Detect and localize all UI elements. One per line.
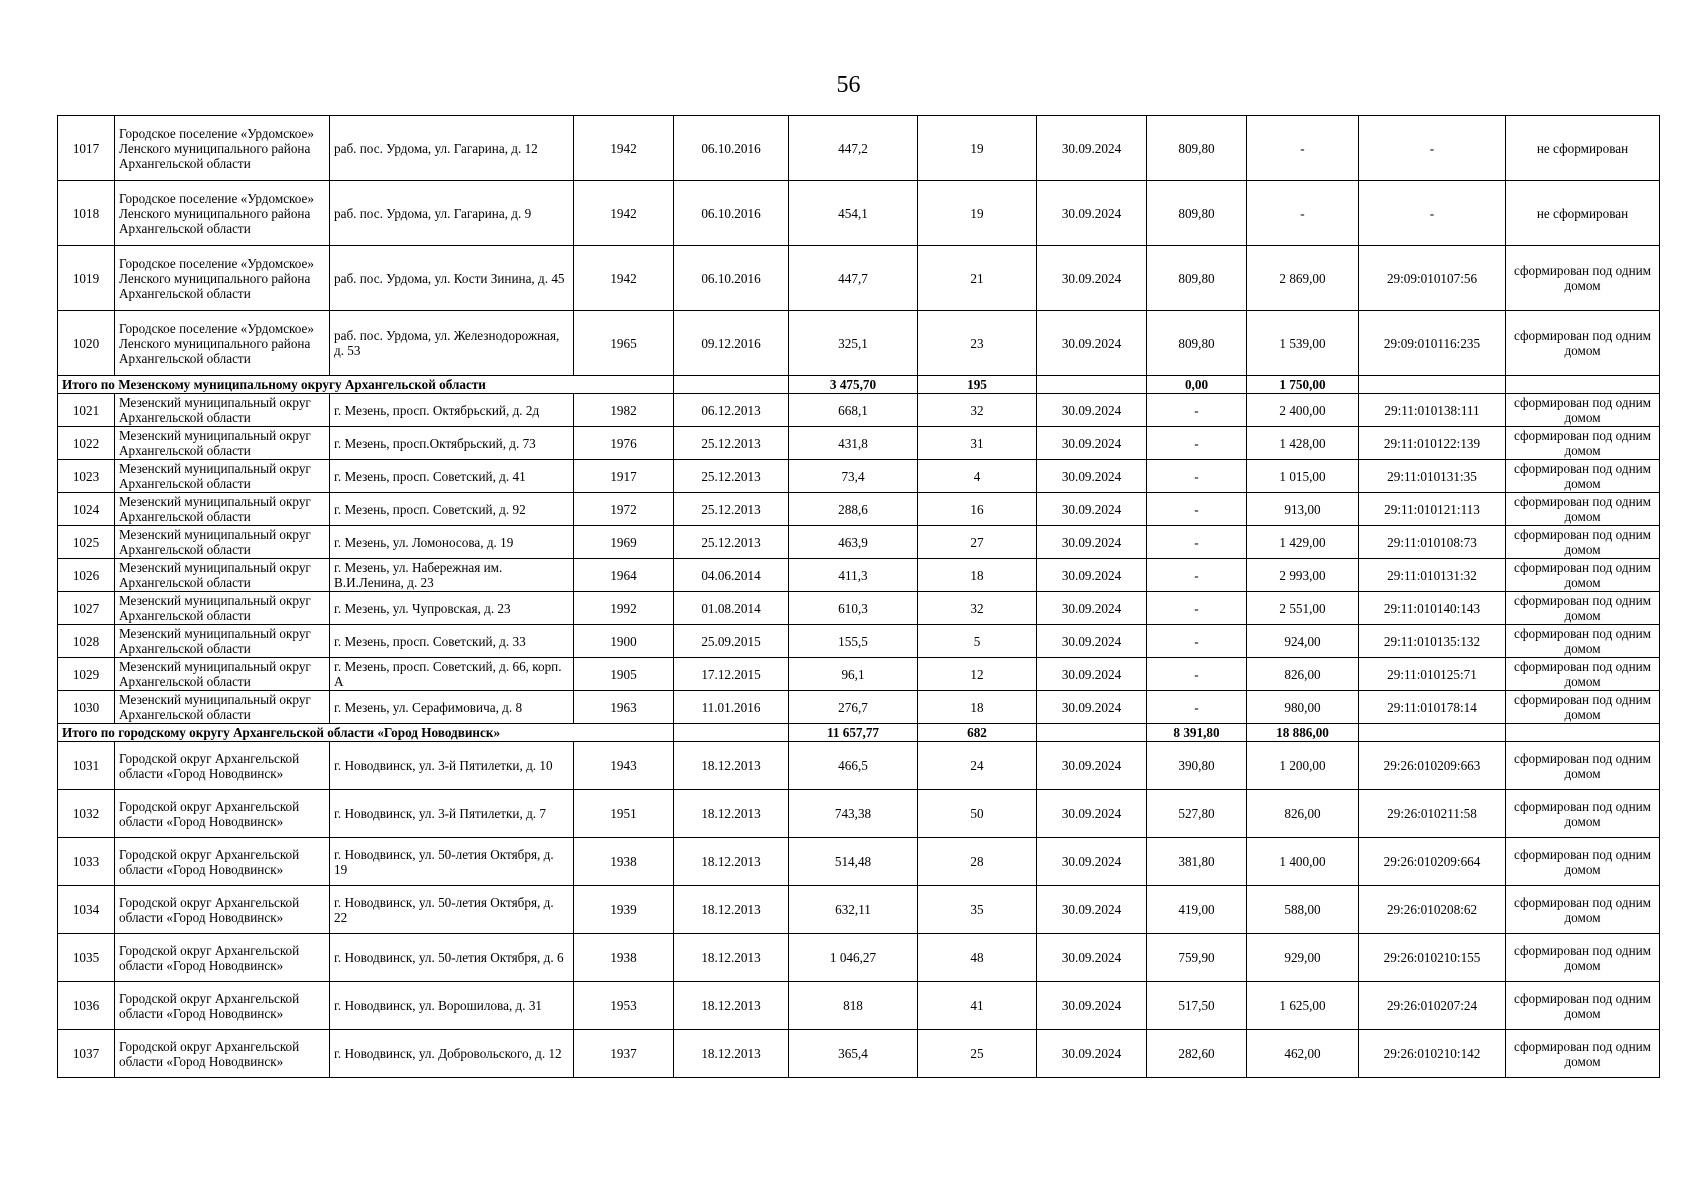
cadastral-number-cell: 29:26:010207:24 xyxy=(1359,982,1506,1030)
subtotal-empty xyxy=(1359,376,1506,394)
address-cell: г. Новодвинск, ул. 3-й Пятилетки, д. 7 xyxy=(330,790,574,838)
area-cell: 1 046,27 xyxy=(789,934,918,982)
land-status-cell: сформирован под одним домом xyxy=(1506,460,1660,493)
subtotal-empty xyxy=(1037,724,1147,742)
value-1-cell: 809,80 xyxy=(1147,246,1247,311)
deadline-cell: 30.09.2024 xyxy=(1037,526,1147,559)
municipality-cell: Городской округ Архангельской области «Город Новодвинск» xyxy=(115,838,330,886)
address-cell: раб. пос. Урдома, ул. Железнодорожная, д. 53 xyxy=(330,311,574,376)
value-1-cell: - xyxy=(1147,592,1247,625)
table-row xyxy=(58,526,1660,559)
cadastral-number-cell: 29:11:010125:71 xyxy=(1359,658,1506,691)
table-row xyxy=(58,982,1660,1030)
emergency-date-cell: 25.12.2013 xyxy=(674,460,789,493)
row-number-cell: 1028 xyxy=(58,625,115,658)
land-area-cell: 1 200,00 xyxy=(1247,742,1359,790)
subtotal-empty xyxy=(674,724,789,742)
cadastral-number-cell: 29:11:010178:14 xyxy=(1359,691,1506,724)
row-number-cell: 1029 xyxy=(58,658,115,691)
municipality-cell: Мезенский муниципальный округ Архангельской области xyxy=(115,526,330,559)
registry-body xyxy=(58,116,1660,1078)
table-row xyxy=(58,493,1660,526)
address-cell: г. Мезень, ул. Ломоносова, д. 19 xyxy=(330,526,574,559)
build-year-cell: 1942 xyxy=(574,116,674,181)
build-year-cell: 1951 xyxy=(574,790,674,838)
land-status-cell: сформирован под одним домом xyxy=(1506,559,1660,592)
build-year-cell: 1976 xyxy=(574,427,674,460)
value-1-cell: - xyxy=(1147,658,1247,691)
address-cell: г. Мезень, ул. Набережная им. В.И.Ленина, д. 23 xyxy=(330,559,574,592)
residents-cell: 21 xyxy=(918,246,1037,311)
area-cell: 818 xyxy=(789,982,918,1030)
value-1-cell: 759,90 xyxy=(1147,934,1247,982)
emergency-date-cell: 18.12.2013 xyxy=(674,838,789,886)
row-number-cell: 1036 xyxy=(58,982,115,1030)
build-year-cell: 1942 xyxy=(574,181,674,246)
value-1-cell: - xyxy=(1147,691,1247,724)
deadline-cell: 30.09.2024 xyxy=(1037,742,1147,790)
row-number-cell: 1027 xyxy=(58,592,115,625)
land-status-cell: сформирован под одним домом xyxy=(1506,493,1660,526)
build-year-cell: 1938 xyxy=(574,934,674,982)
municipality-cell: Мезенский муниципальный округ Архангельской области xyxy=(115,559,330,592)
address-cell: г. Мезень, просп.Октябрьский, д. 73 xyxy=(330,427,574,460)
subtotal-land-area: 18 886,00 xyxy=(1247,724,1359,742)
cadastral-number-cell: 29:11:010108:73 xyxy=(1359,526,1506,559)
page-number: 56 xyxy=(836,72,861,98)
area-cell: 325,1 xyxy=(789,311,918,376)
cadastral-number-cell: 29:11:010121:113 xyxy=(1359,493,1506,526)
table-row xyxy=(58,691,1660,724)
municipality-cell: Мезенский муниципальный округ Архангельской области xyxy=(115,427,330,460)
address-cell: г. Мезень, ул. Серафимовича, д. 8 xyxy=(330,691,574,724)
area-cell: 73,4 xyxy=(789,460,918,493)
subtotal-residents: 682 xyxy=(918,724,1037,742)
deadline-cell: 30.09.2024 xyxy=(1037,838,1147,886)
residents-cell: 23 xyxy=(918,311,1037,376)
deadline-cell: 30.09.2024 xyxy=(1037,181,1147,246)
emergency-date-cell: 18.12.2013 xyxy=(674,790,789,838)
land-area-cell: 913,00 xyxy=(1247,493,1359,526)
land-area-cell: - xyxy=(1247,116,1359,181)
value-1-cell: 809,80 xyxy=(1147,181,1247,246)
address-cell: г. Новодвинск, ул. 50-летия Октября, д. 6 xyxy=(330,934,574,982)
deadline-cell: 30.09.2024 xyxy=(1037,934,1147,982)
cadastral-number-cell: 29:11:010131:35 xyxy=(1359,460,1506,493)
land-status-cell: сформирован под одним домом xyxy=(1506,886,1660,934)
table-row xyxy=(58,394,1660,427)
build-year-cell: 1942 xyxy=(574,246,674,311)
land-area-cell: 2 400,00 xyxy=(1247,394,1359,427)
build-year-cell: 1972 xyxy=(574,493,674,526)
build-year-cell: 1953 xyxy=(574,982,674,1030)
row-number-cell: 1035 xyxy=(58,934,115,982)
cadastral-number-cell: 29:26:010209:664 xyxy=(1359,838,1506,886)
land-status-cell: сформирован под одним домом xyxy=(1506,934,1660,982)
emergency-date-cell: 18.12.2013 xyxy=(674,886,789,934)
table-row xyxy=(58,311,1660,376)
deadline-cell: 30.09.2024 xyxy=(1037,311,1147,376)
residents-cell: 35 xyxy=(918,886,1037,934)
address-cell: г. Мезень, просп. Советский, д. 66, корп. А xyxy=(330,658,574,691)
cadastral-number-cell: 29:11:010131:32 xyxy=(1359,559,1506,592)
emergency-date-cell: 25.12.2013 xyxy=(674,526,789,559)
row-number-cell: 1037 xyxy=(58,1030,115,1078)
emergency-date-cell: 25.12.2013 xyxy=(674,493,789,526)
deadline-cell: 30.09.2024 xyxy=(1037,691,1147,724)
emergency-date-cell: 06.10.2016 xyxy=(674,246,789,311)
emergency-date-cell: 04.06.2014 xyxy=(674,559,789,592)
deadline-cell: 30.09.2024 xyxy=(1037,559,1147,592)
area-cell: 743,38 xyxy=(789,790,918,838)
land-status-cell: сформирован под одним домом xyxy=(1506,592,1660,625)
subtotal-empty xyxy=(674,376,789,394)
build-year-cell: 1964 xyxy=(574,559,674,592)
subtotal-residents: 195 xyxy=(918,376,1037,394)
municipality-cell: Городской округ Архангельской области «Город Новодвинск» xyxy=(115,790,330,838)
row-number-cell: 1032 xyxy=(58,790,115,838)
address-cell: г. Мезень, ул. Чупровская, д. 23 xyxy=(330,592,574,625)
land-status-cell: сформирован под одним домом xyxy=(1506,311,1660,376)
subtotal-label: Итого по городскому округу Архангельской области «Город Новодвинск» xyxy=(58,724,674,742)
deadline-cell: 30.09.2024 xyxy=(1037,790,1147,838)
address-cell: г. Новодвинск, ул. 50-летия Октября, д. 22 xyxy=(330,886,574,934)
emergency-date-cell: 09.12.2016 xyxy=(674,311,789,376)
municipality-cell: Мезенский муниципальный округ Архангельской области xyxy=(115,592,330,625)
area-cell: 431,8 xyxy=(789,427,918,460)
row-number-cell: 1034 xyxy=(58,886,115,934)
deadline-cell: 30.09.2024 xyxy=(1037,658,1147,691)
subtotal-land-area: 1 750,00 xyxy=(1247,376,1359,394)
cadastral-number-cell: 29:26:010208:62 xyxy=(1359,886,1506,934)
deadline-cell: 30.09.2024 xyxy=(1037,246,1147,311)
row-number-cell: 1030 xyxy=(58,691,115,724)
residents-cell: 18 xyxy=(918,559,1037,592)
table-row xyxy=(58,1030,1660,1078)
emergency-date-cell: 06.10.2016 xyxy=(674,116,789,181)
emergency-date-cell: 06.10.2016 xyxy=(674,181,789,246)
value-1-cell: - xyxy=(1147,427,1247,460)
cadastral-number-cell: 29:09:010107:56 xyxy=(1359,246,1506,311)
address-cell: раб. пос. Урдома, ул. Гагарина, д. 9 xyxy=(330,181,574,246)
address-cell: раб. пос. Урдома, ул. Кости Зинина, д. 45 xyxy=(330,246,574,311)
emergency-date-cell: 18.12.2013 xyxy=(674,934,789,982)
address-cell: г. Новодвинск, ул. Ворошилова, д. 31 xyxy=(330,982,574,1030)
area-cell: 411,3 xyxy=(789,559,918,592)
table-row xyxy=(58,838,1660,886)
value-1-cell: - xyxy=(1147,460,1247,493)
land-area-cell: 924,00 xyxy=(1247,625,1359,658)
housing-registry-table xyxy=(57,115,1660,1078)
area-cell: 447,7 xyxy=(789,246,918,311)
row-number-cell: 1019 xyxy=(58,246,115,311)
area-cell: 365,4 xyxy=(789,1030,918,1078)
land-area-cell: 2 869,00 xyxy=(1247,246,1359,311)
table-row xyxy=(58,934,1660,982)
land-area-cell: 1 625,00 xyxy=(1247,982,1359,1030)
land-status-cell: не сформирован xyxy=(1506,116,1660,181)
row-number-cell: 1021 xyxy=(58,394,115,427)
subtotal-value-1: 0,00 xyxy=(1147,376,1247,394)
area-cell: 632,11 xyxy=(789,886,918,934)
area-cell: 96,1 xyxy=(789,658,918,691)
subtotal-empty xyxy=(1359,724,1506,742)
municipality-cell: Городской округ Архангельской области «Город Новодвинск» xyxy=(115,886,330,934)
residents-cell: 50 xyxy=(918,790,1037,838)
area-cell: 155,5 xyxy=(789,625,918,658)
build-year-cell: 1965 xyxy=(574,311,674,376)
subtotal-label: Итого по Мезенскому муниципальному округу Архангельской области xyxy=(58,376,674,394)
municipality-cell: Мезенский муниципальный округ Архангельской области xyxy=(115,658,330,691)
table-row xyxy=(58,427,1660,460)
emergency-date-cell: 25.09.2015 xyxy=(674,625,789,658)
land-status-cell: сформирован под одним домом xyxy=(1506,246,1660,311)
table-row xyxy=(58,559,1660,592)
land-status-cell: сформирован под одним домом xyxy=(1506,790,1660,838)
row-number-cell: 1026 xyxy=(58,559,115,592)
land-area-cell: - xyxy=(1247,181,1359,246)
address-cell: г. Новодвинск, ул. Добровольского, д. 12 xyxy=(330,1030,574,1078)
subtotal-area: 3 475,70 xyxy=(789,376,918,394)
land-status-cell: сформирован под одним домом xyxy=(1506,526,1660,559)
land-status-cell: сформирован под одним домом xyxy=(1506,658,1660,691)
land-area-cell: 2 551,00 xyxy=(1247,592,1359,625)
residents-cell: 32 xyxy=(918,592,1037,625)
municipality-cell: Мезенский муниципальный округ Архангельской области xyxy=(115,460,330,493)
land-area-cell: 1 539,00 xyxy=(1247,311,1359,376)
municipality-cell: Городской округ Архангельской области «Город Новодвинск» xyxy=(115,1030,330,1078)
cadastral-number-cell: - xyxy=(1359,181,1506,246)
value-1-cell: - xyxy=(1147,493,1247,526)
cadastral-number-cell: 29:26:010211:58 xyxy=(1359,790,1506,838)
row-number-cell: 1023 xyxy=(58,460,115,493)
address-cell: г. Новодвинск, ул. 50-летия Октября, д. 19 xyxy=(330,838,574,886)
value-1-cell: - xyxy=(1147,526,1247,559)
area-cell: 463,9 xyxy=(789,526,918,559)
municipality-cell: Городской округ Архангельской области «Город Новодвинск» xyxy=(115,982,330,1030)
residents-cell: 18 xyxy=(918,691,1037,724)
area-cell: 288,6 xyxy=(789,493,918,526)
area-cell: 276,7 xyxy=(789,691,918,724)
residents-cell: 28 xyxy=(918,838,1037,886)
emergency-date-cell: 01.08.2014 xyxy=(674,592,789,625)
row-number-cell: 1031 xyxy=(58,742,115,790)
cadastral-number-cell: - xyxy=(1359,116,1506,181)
residents-cell: 5 xyxy=(918,625,1037,658)
deadline-cell: 30.09.2024 xyxy=(1037,1030,1147,1078)
municipality-cell: Мезенский муниципальный округ Архангельской области xyxy=(115,493,330,526)
address-cell: раб. пос. Урдома, ул. Гагарина, д. 12 xyxy=(330,116,574,181)
cadastral-number-cell: 29:11:010122:139 xyxy=(1359,427,1506,460)
subtotal-empty xyxy=(1037,376,1147,394)
residents-cell: 4 xyxy=(918,460,1037,493)
address-cell: г. Мезень, просп. Советский, д. 41 xyxy=(330,460,574,493)
residents-cell: 41 xyxy=(918,982,1037,1030)
subtotal-empty xyxy=(1506,376,1660,394)
land-area-cell: 1 428,00 xyxy=(1247,427,1359,460)
build-year-cell: 1982 xyxy=(574,394,674,427)
emergency-date-cell: 18.12.2013 xyxy=(674,742,789,790)
row-number-cell: 1020 xyxy=(58,311,115,376)
table-row xyxy=(58,592,1660,625)
build-year-cell: 1939 xyxy=(574,886,674,934)
deadline-cell: 30.09.2024 xyxy=(1037,460,1147,493)
deadline-cell: 30.09.2024 xyxy=(1037,886,1147,934)
table-row xyxy=(58,116,1660,181)
table-row xyxy=(58,658,1660,691)
row-number-cell: 1018 xyxy=(58,181,115,246)
residents-cell: 25 xyxy=(918,1030,1037,1078)
build-year-cell: 1905 xyxy=(574,658,674,691)
municipality-cell: Городское поселение «Урдомское» Ленского муниципального района Архангельской области xyxy=(115,311,330,376)
cadastral-number-cell: 29:11:010140:143 xyxy=(1359,592,1506,625)
emergency-date-cell: 18.12.2013 xyxy=(674,1030,789,1078)
residents-cell: 31 xyxy=(918,427,1037,460)
deadline-cell: 30.09.2024 xyxy=(1037,116,1147,181)
build-year-cell: 1969 xyxy=(574,526,674,559)
area-cell: 668,1 xyxy=(789,394,918,427)
address-cell: г. Мезень, просп. Октябрьский, д. 2д xyxy=(330,394,574,427)
build-year-cell: 1943 xyxy=(574,742,674,790)
subtotal-row xyxy=(58,376,1660,394)
deadline-cell: 30.09.2024 xyxy=(1037,982,1147,1030)
land-status-cell: сформирован под одним домом xyxy=(1506,742,1660,790)
subtotal-area: 11 657,77 xyxy=(789,724,918,742)
municipality-cell: Городское поселение «Урдомское» Ленского муниципального района Архангельской области xyxy=(115,116,330,181)
emergency-date-cell: 11.01.2016 xyxy=(674,691,789,724)
build-year-cell: 1963 xyxy=(574,691,674,724)
address-cell: г. Мезень, просп. Советский, д. 33 xyxy=(330,625,574,658)
address-cell: г. Мезень, просп. Советский, д. 92 xyxy=(330,493,574,526)
municipality-cell: Мезенский муниципальный округ Архангельской области xyxy=(115,625,330,658)
residents-cell: 48 xyxy=(918,934,1037,982)
build-year-cell: 1937 xyxy=(574,1030,674,1078)
land-area-cell: 826,00 xyxy=(1247,790,1359,838)
value-1-cell: 282,60 xyxy=(1147,1030,1247,1078)
deadline-cell: 30.09.2024 xyxy=(1037,427,1147,460)
land-area-cell: 1 429,00 xyxy=(1247,526,1359,559)
table-row xyxy=(58,181,1660,246)
table-row xyxy=(58,886,1660,934)
build-year-cell: 1992 xyxy=(574,592,674,625)
emergency-date-cell: 25.12.2013 xyxy=(674,427,789,460)
area-cell: 454,1 xyxy=(789,181,918,246)
municipality-cell: Городское поселение «Урдомское» Ленского муниципального района Архангельской области xyxy=(115,181,330,246)
deadline-cell: 30.09.2024 xyxy=(1037,592,1147,625)
residents-cell: 19 xyxy=(918,116,1037,181)
table-row xyxy=(58,460,1660,493)
municipality-cell: Городское поселение «Урдомское» Ленского муниципального района Архангельской области xyxy=(115,246,330,311)
area-cell: 466,5 xyxy=(789,742,918,790)
deadline-cell: 30.09.2024 xyxy=(1037,493,1147,526)
value-1-cell: - xyxy=(1147,394,1247,427)
address-cell: г. Новодвинск, ул. 3-й Пятилетки, д. 10 xyxy=(330,742,574,790)
table-row xyxy=(58,790,1660,838)
cadastral-number-cell: 29:09:010116:235 xyxy=(1359,311,1506,376)
land-area-cell: 2 993,00 xyxy=(1247,559,1359,592)
subtotal-empty xyxy=(1506,724,1660,742)
municipality-cell: Мезенский муниципальный округ Архангельской области xyxy=(115,691,330,724)
value-1-cell: 809,80 xyxy=(1147,311,1247,376)
land-status-cell: сформирован под одним домом xyxy=(1506,838,1660,886)
emergency-date-cell: 18.12.2013 xyxy=(674,982,789,1030)
table-row xyxy=(58,625,1660,658)
emergency-date-cell: 06.12.2013 xyxy=(674,394,789,427)
subtotal-row xyxy=(58,724,1660,742)
land-area-cell: 588,00 xyxy=(1247,886,1359,934)
table-row xyxy=(58,742,1660,790)
residents-cell: 12 xyxy=(918,658,1037,691)
row-number-cell: 1025 xyxy=(58,526,115,559)
municipality-cell: Городской округ Архангельской области «Город Новодвинск» xyxy=(115,934,330,982)
row-number-cell: 1017 xyxy=(58,116,115,181)
value-1-cell: 527,80 xyxy=(1147,790,1247,838)
build-year-cell: 1917 xyxy=(574,460,674,493)
residents-cell: 19 xyxy=(918,181,1037,246)
value-1-cell: - xyxy=(1147,625,1247,658)
residents-cell: 16 xyxy=(918,493,1037,526)
deadline-cell: 30.09.2024 xyxy=(1037,625,1147,658)
row-number-cell: 1022 xyxy=(58,427,115,460)
land-status-cell: не сформирован xyxy=(1506,181,1660,246)
value-1-cell: 809,80 xyxy=(1147,116,1247,181)
cadastral-number-cell: 29:26:010210:155 xyxy=(1359,934,1506,982)
land-area-cell: 1 015,00 xyxy=(1247,460,1359,493)
area-cell: 447,2 xyxy=(789,116,918,181)
area-cell: 514,48 xyxy=(789,838,918,886)
deadline-cell: 30.09.2024 xyxy=(1037,394,1147,427)
cadastral-number-cell: 29:11:010138:111 xyxy=(1359,394,1506,427)
land-status-cell: сформирован под одним домом xyxy=(1506,982,1660,1030)
emergency-date-cell: 17.12.2015 xyxy=(674,658,789,691)
residents-cell: 24 xyxy=(918,742,1037,790)
residents-cell: 27 xyxy=(918,526,1037,559)
value-1-cell: 390,80 xyxy=(1147,742,1247,790)
cadastral-number-cell: 29:26:010210:142 xyxy=(1359,1030,1506,1078)
municipality-cell: Мезенский муниципальный округ Архангельской области xyxy=(115,394,330,427)
land-status-cell: сформирован под одним домом xyxy=(1506,394,1660,427)
land-status-cell: сформирован под одним домом xyxy=(1506,691,1660,724)
land-area-cell: 929,00 xyxy=(1247,934,1359,982)
value-1-cell: 381,80 xyxy=(1147,838,1247,886)
land-area-cell: 1 400,00 xyxy=(1247,838,1359,886)
value-1-cell: 419,00 xyxy=(1147,886,1247,934)
land-status-cell: сформирован под одним домом xyxy=(1506,625,1660,658)
municipality-cell: Городской округ Архангельской области «Город Новодвинск» xyxy=(115,742,330,790)
build-year-cell: 1938 xyxy=(574,838,674,886)
cadastral-number-cell: 29:11:010135:132 xyxy=(1359,625,1506,658)
land-status-cell: сформирован под одним домом xyxy=(1506,427,1660,460)
land-area-cell: 462,00 xyxy=(1247,1030,1359,1078)
build-year-cell: 1900 xyxy=(574,625,674,658)
value-1-cell: 517,50 xyxy=(1147,982,1247,1030)
residents-cell: 32 xyxy=(918,394,1037,427)
cadastral-number-cell: 29:26:010209:663 xyxy=(1359,742,1506,790)
area-cell: 610,3 xyxy=(789,592,918,625)
land-area-cell: 980,00 xyxy=(1247,691,1359,724)
land-status-cell: сформирован под одним домом xyxy=(1506,1030,1660,1078)
row-number-cell: 1024 xyxy=(58,493,115,526)
row-number-cell: 1033 xyxy=(58,838,115,886)
table-row xyxy=(58,246,1660,311)
land-area-cell: 826,00 xyxy=(1247,658,1359,691)
value-1-cell: - xyxy=(1147,559,1247,592)
subtotal-value-1: 8 391,80 xyxy=(1147,724,1247,742)
